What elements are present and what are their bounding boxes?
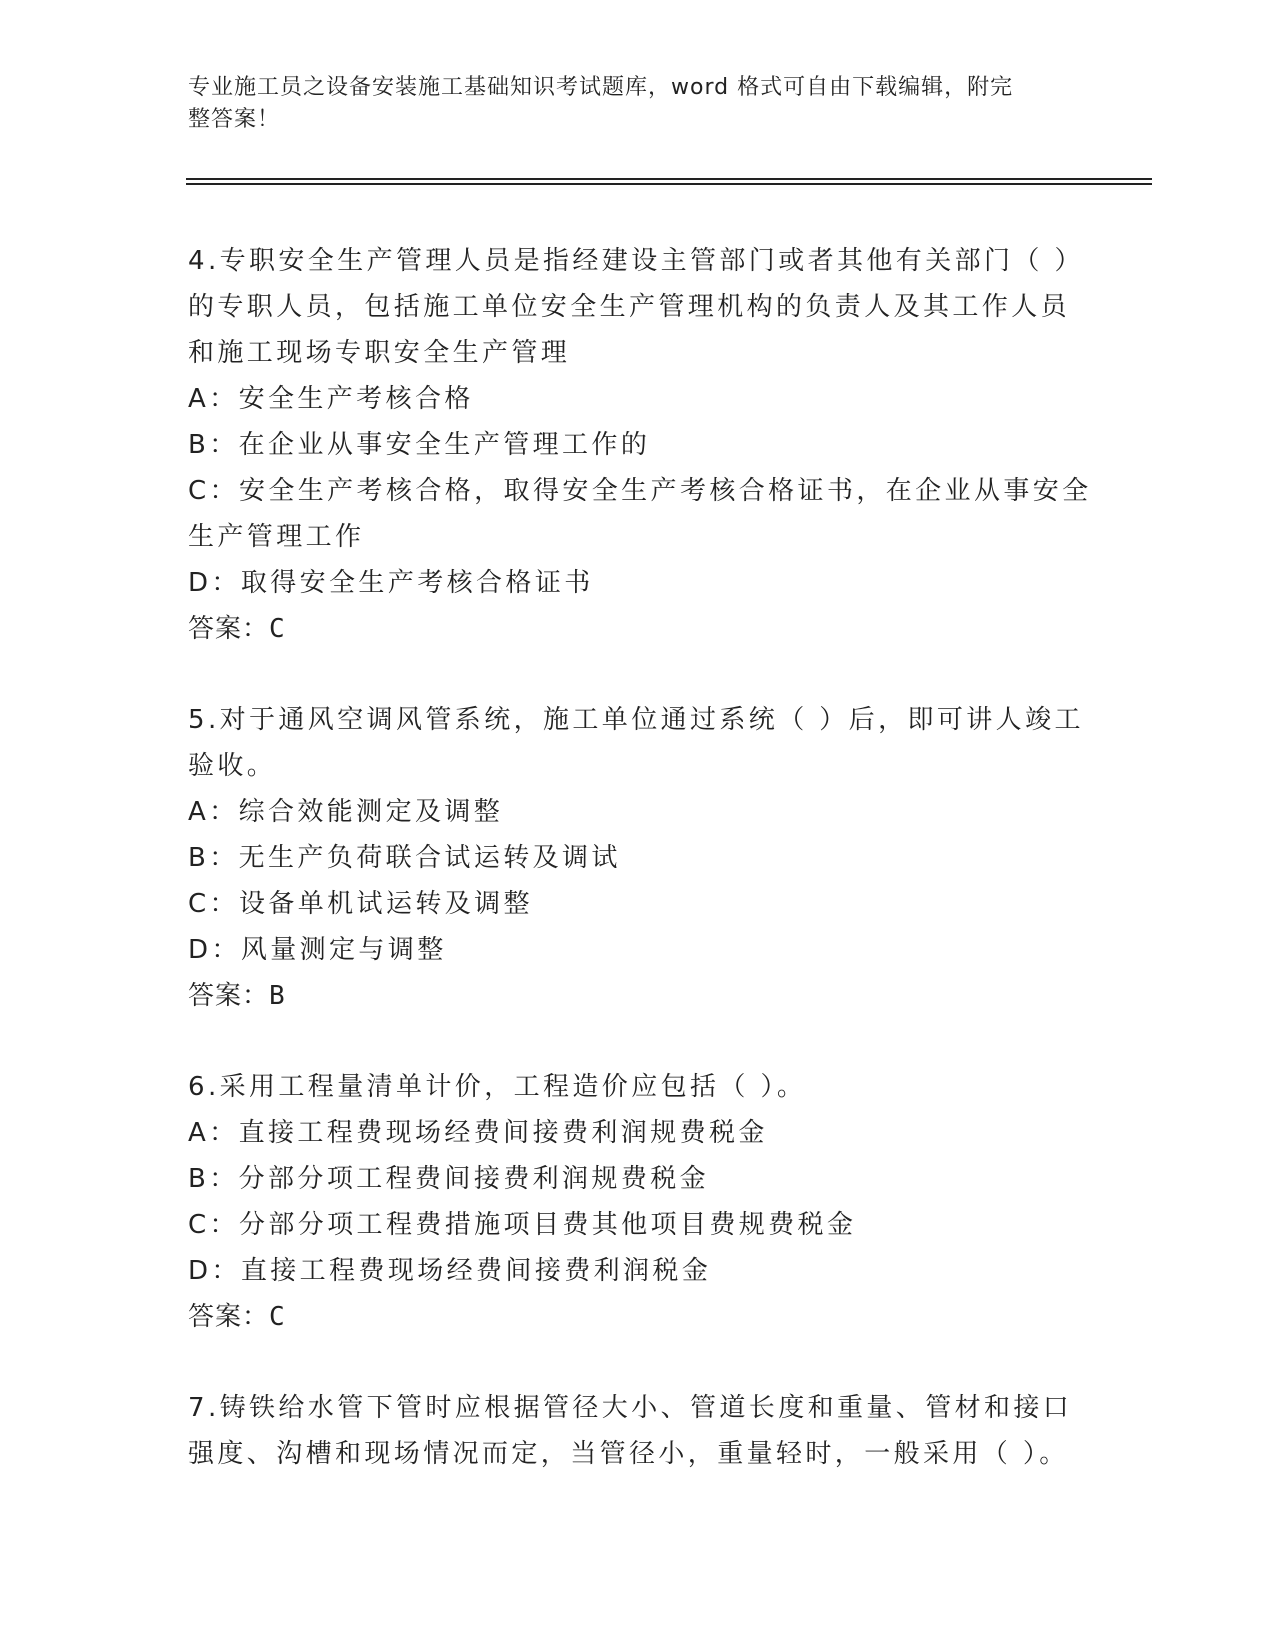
option-a: A：综合效能测定及调整 <box>188 797 504 827</box>
header-divider-top <box>186 178 1152 180</box>
option-b: B：分部分项工程费间接费利润规费税金 <box>188 1164 710 1194</box>
answer-value: B <box>269 981 286 1011</box>
option-c: C：安全生产考核合格，取得安全生产考核合格证书，在企业从事安全 <box>188 476 1092 506</box>
header-divider-bottom <box>186 183 1152 185</box>
option-b: B：无生产负荷联合试运转及调试 <box>188 843 621 873</box>
question-block <box>188 238 1092 652</box>
document-header <box>188 72 1068 136</box>
answer-value: C <box>269 614 286 644</box>
question-stem: 7.铸铁给水管下管时应根据管径大小、管道长度和重量、管材和接口 <box>188 1393 1073 1423</box>
option-b: B：在企业从事安全生产管理工作的 <box>188 430 651 460</box>
header-line-1: 专业施工员之设备安装施工基础知识考试题库，word 格式可自由下载编辑，附完 <box>188 75 1014 100</box>
option-a: A：直接工程费现场经费间接费利润规费税金 <box>188 1118 768 1148</box>
option-c: C：设备单机试运转及调整 <box>188 889 533 919</box>
header-line-2: 整答案！ <box>188 107 281 132</box>
answer-line <box>188 973 1088 1019</box>
question-stem: 6.采用工程量清单计价，工程造价应包括（ ）。 <box>188 1072 807 1102</box>
option-d: D：风量测定与调整 <box>188 935 447 965</box>
question-stem: 4.专职安全生产管理人员是指经建设主管部门或者其他有关部门（ ） <box>188 246 1084 276</box>
answer-line <box>188 1294 1088 1340</box>
question-stem: 的专职人员，包括施工单位安全生产管理机构的负责人及其工作人员 <box>188 292 1071 322</box>
question-block <box>188 697 1088 1019</box>
question-list <box>188 238 1092 1477</box>
question-stem: 和施工现场专职安全生产管理 <box>188 338 571 368</box>
question-block <box>188 1064 1088 1340</box>
option-c: C：分部分项工程费措施项目费其他项目费规费税金 <box>188 1210 857 1240</box>
question-stem: 5.对于通风空调风管系统，施工单位通过系统（ ）后，即可讲人竣工 <box>188 705 1084 735</box>
answer-line <box>188 606 1088 652</box>
answer-label: 答案： <box>188 1302 270 1332</box>
answer-label: 答案： <box>188 981 270 1011</box>
option-a: A：安全生产考核合格 <box>188 384 474 414</box>
option-d: D：直接工程费现场经费间接费利润税金 <box>188 1256 712 1286</box>
question-stem: 验收。 <box>188 751 277 781</box>
answer-label: 答案： <box>188 614 270 644</box>
question-stem: 强度、沟槽和现场情况而定，当管径小，重量轻时，一般采用（ ）。 <box>188 1439 1069 1469</box>
question-block <box>188 1385 1088 1477</box>
option-c-continued: 生产管理工作 <box>188 522 365 552</box>
answer-value: C <box>269 1302 286 1332</box>
option-d: D：取得安全生产考核合格证书 <box>188 568 594 598</box>
